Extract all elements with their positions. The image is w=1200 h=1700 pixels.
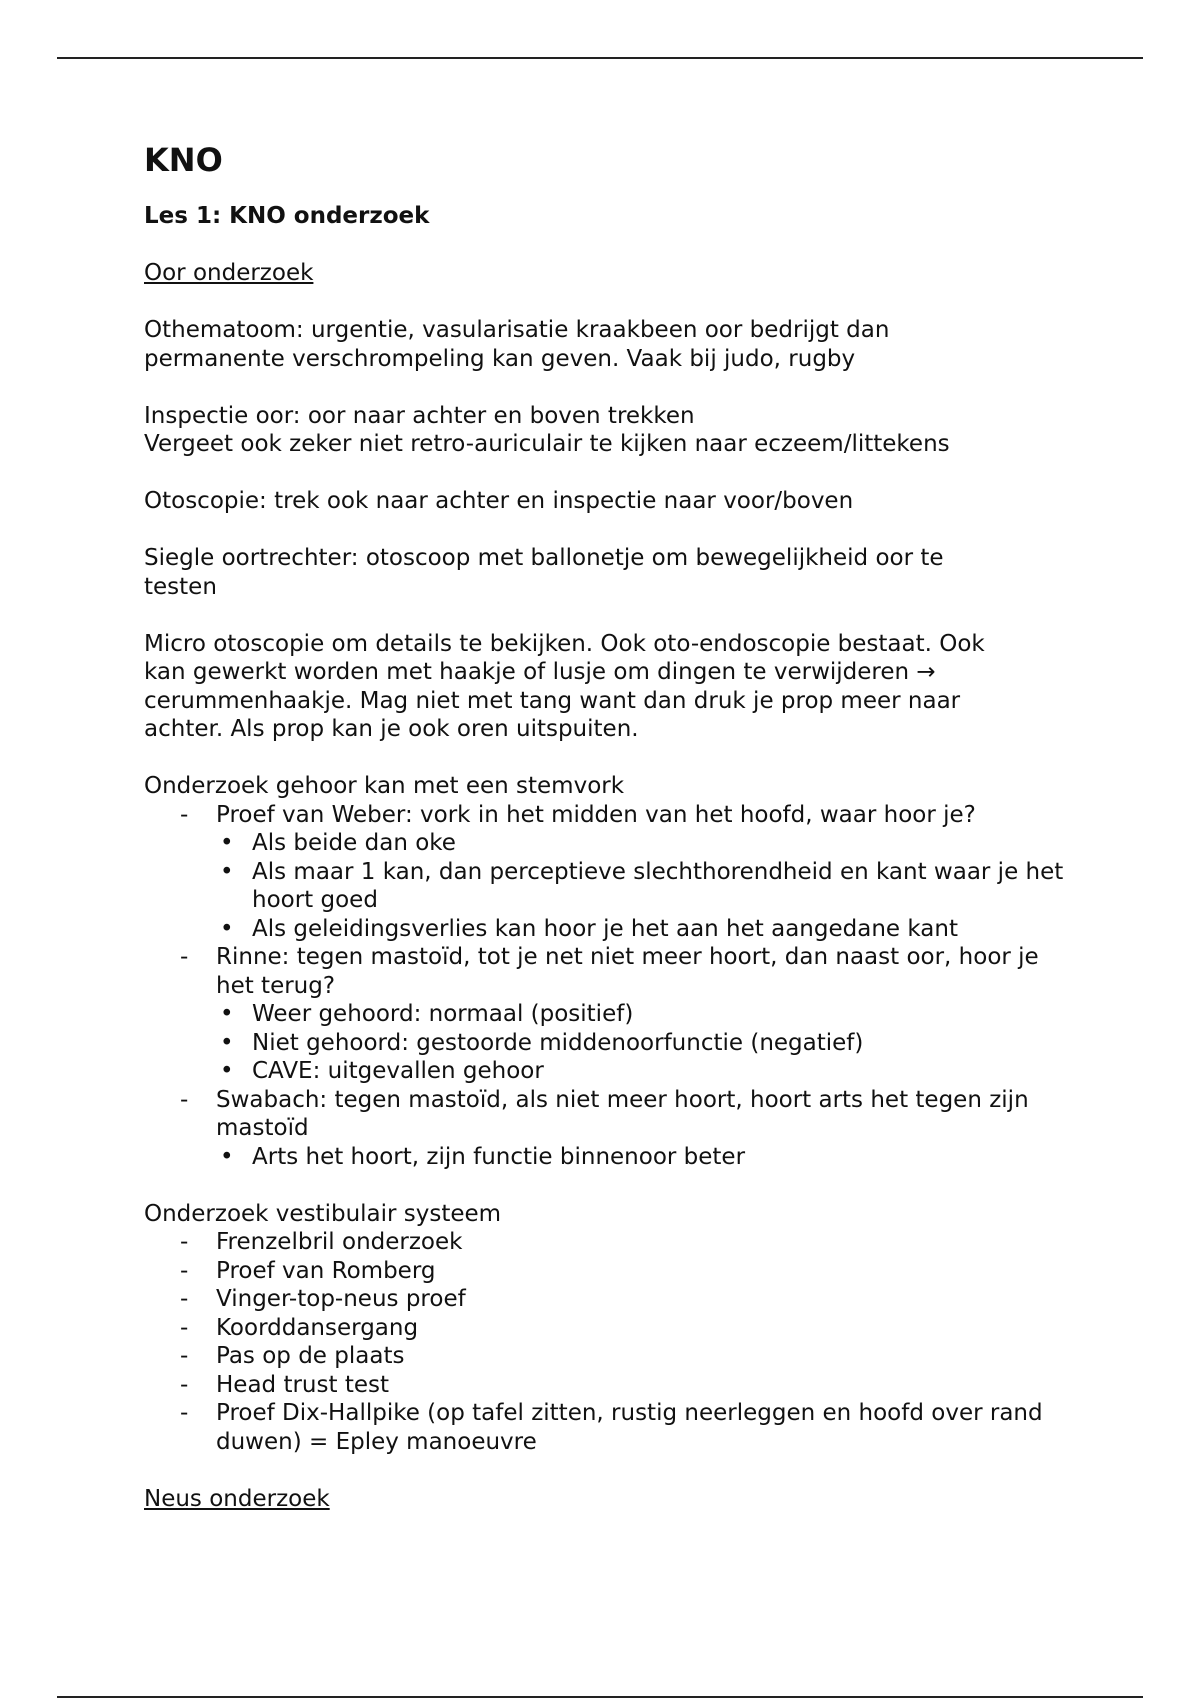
paragraph-line: kan gewerkt worden met haakje of lusje om dingen te verwijderen → [144, 659, 936, 685]
header-rule [57, 57, 1143, 59]
hearing-test-weber [216, 801, 1064, 944]
hearing-test-rinne [216, 943, 1064, 1086]
vestibular-exam-intro: Onderzoek vestibulair systeem [144, 1200, 502, 1227]
micro-otoscopie-paragraph [144, 630, 1064, 744]
nose-section-heading: Neus onderzoek [144, 1485, 330, 1512]
vestibular-exam-block [144, 1200, 1064, 1457]
othematoom-paragraph [144, 316, 1064, 373]
paragraph-line: Vergeet ook zeker niet retro-auriculair te kijken naar eczeem/littekens [144, 431, 950, 457]
list-item: - Vinger-top-neus proef [216, 1285, 1064, 1314]
list-item: - Pas op de plaats [216, 1342, 1064, 1371]
list-item: • Arts het hoort, zijn functie binnenoor beter [252, 1143, 1064, 1172]
footer-rule [57, 1696, 1143, 1698]
list-item-text: Rinne: tegen mastoïd, tot je net niet meer hoort, dan naast oor, hoor je het terug? [216, 944, 1039, 999]
otoscopie-paragraph: Otoscopie: trek ook naar achter en inspectie naar voor/boven [144, 488, 854, 514]
hearing-test-swabach [216, 1086, 1064, 1172]
list-item: • Als beide dan oke [252, 829, 1064, 858]
paragraph-line: Inspectie oor: oor naar achter en boven trekken [144, 402, 695, 429]
siegle-paragraph [144, 544, 1064, 601]
hearing-exam-intro: Onderzoek gehoor kan met een stemvork [144, 773, 625, 799]
paragraph-line: Micro otoscopie om details te bekijken. Ook oto-endoscopie bestaat. Ook [144, 630, 985, 657]
list-item: - Frenzelbril onderzoek [216, 1228, 1064, 1257]
paragraph-line: achter. Als prop kan je ook oren uitspuiten. [144, 716, 639, 742]
inspectie-paragraph [144, 402, 1064, 459]
document-title: KNO [144, 141, 223, 179]
list-item-text: Swabach: tegen mastoïd, als niet meer hoort, hoort arts het tegen zijn mastoïd [216, 1086, 1029, 1141]
paragraph-line: Siegle oortrechter: otoscoop met ballonetje om bewegelijkheid oor te [144, 545, 944, 571]
hearing-tests-list [144, 801, 1064, 1172]
swabach-results-list [216, 1143, 1064, 1172]
hearing-exam-block [144, 772, 1064, 1171]
ear-section-heading: Oor onderzoek [144, 260, 314, 286]
lesson-title: Les 1: KNO onderzoek [144, 203, 430, 229]
rinne-results-list [216, 1000, 1064, 1086]
paragraph-line: cerummenhaakje. Mag niet met tang want dan druk je prop meer naar [144, 687, 961, 714]
list-item: • Als geleidingsverlies kan hoor je het aan het aangedane kant [252, 915, 1064, 944]
list-item: • Weer gehoord: normaal (positief) [252, 1000, 1064, 1029]
list-item: • Als maar 1 kan, dan perceptieve slechthorendheid en kant waar je het hoort goed [252, 858, 1064, 915]
paragraph-line: testen [144, 573, 217, 600]
paragraph-line: permanente verschrompeling kan geven. Vaak bij judo, rugby [144, 345, 856, 372]
list-item: • Niet gehoord: gestoorde middenoorfunctie (negatief) [252, 1029, 1064, 1058]
weber-results-list [216, 829, 1064, 943]
document-body [144, 140, 1064, 1542]
list-item-text: Proef van Weber: vork in het midden van het hoofd, waar hoor je? [216, 801, 976, 828]
list-item: • CAVE: uitgevallen gehoor [252, 1057, 1064, 1086]
paragraph-line: Othematoom: urgentie, vasularisatie kraakbeen oor bedrijgt dan [144, 317, 890, 343]
vestibular-tests-list [144, 1228, 1064, 1456]
list-item: - Koorddansergang [216, 1314, 1064, 1343]
list-item: - Proef Dix-Hallpike (op tafel zitten, rustig neerleggen en hoofd over rand duwen) = Epley manoeuvre [216, 1399, 1064, 1456]
list-item: - Proef van Romberg [216, 1257, 1064, 1286]
list-item: - Head trust test [216, 1371, 1064, 1400]
